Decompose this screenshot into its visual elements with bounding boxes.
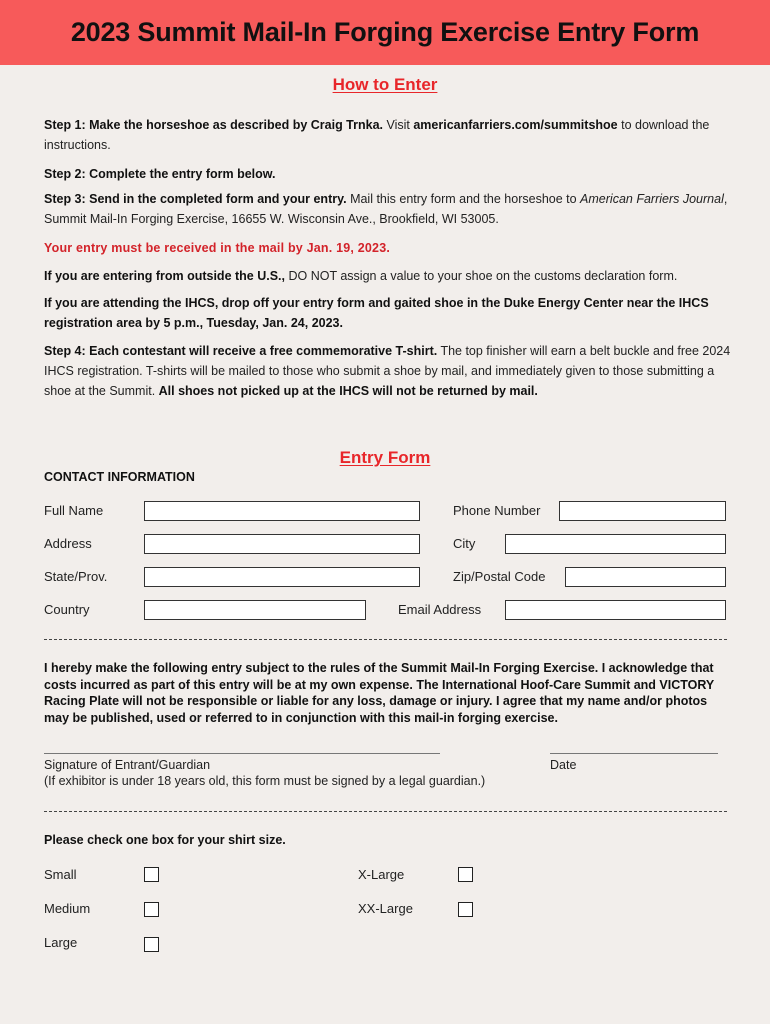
date-label: Date	[550, 758, 577, 772]
large-checkbox[interactable]	[144, 937, 159, 952]
phone-field[interactable]	[559, 501, 726, 521]
full-name-label: Full Name	[44, 503, 104, 518]
email-field[interactable]	[505, 600, 726, 620]
outside-us-title: If you are entering from outside the U.S.,	[44, 269, 286, 283]
divider	[44, 811, 727, 812]
step2-title: Step 2: Complete the entry form below.	[44, 167, 276, 181]
step4-title: Step 4: Each contestant will receive a free commemorative T-shirt.	[44, 344, 438, 358]
journal-name: American Farriers Journal	[580, 192, 724, 206]
xlarge-checkbox[interactable]	[458, 867, 473, 882]
deadline-paragraph	[44, 238, 734, 258]
small-checkbox[interactable]	[144, 867, 159, 882]
page-title: 2023 Summit Mail-In Forging Exercise Entry Form	[70, 17, 700, 47]
entry-form-heading: Entry Form	[339, 448, 431, 467]
signature-label: Signature of Entrant/Guardian	[44, 758, 211, 772]
step3-title: Step 3: Send in the completed form and your entry.	[44, 192, 347, 206]
step4-paragraph	[44, 341, 734, 401]
xxlarge-checkbox[interactable]	[458, 902, 473, 917]
address-field[interactable]	[144, 534, 420, 554]
step3-paragraph	[44, 189, 734, 229]
shirt-size-title: Please check one box for your shirt size.	[44, 833, 286, 847]
country-label: Country	[44, 602, 90, 617]
medium-label: Medium	[44, 901, 91, 916]
divider	[44, 639, 727, 640]
step3-address: , Summit Mail-In Forging Exercise, 16655 W. Wisconsin Ave., Brookfield, WI 53005.	[44, 192, 728, 226]
legal-agreement: I hereby make the following entry subject to the rules of the Summit Mail-In Forging Exercise. I acknowledge that costs incurred as part of this entry will be at my own expense. The International Hoof-Care Summit and VICTORY Racing Plate will not be responsible or liable for any loss, damage or injury. I agree that my name and/or photos may be published, used or referred to in conjunction with this mail-in forging exercise.	[44, 661, 715, 725]
city-label: City	[453, 536, 476, 551]
city-field[interactable]	[505, 534, 726, 554]
date-line[interactable]	[550, 753, 718, 754]
guardian-note: (If exhibitor is under 18 years old, this form must be signed by a legal guardian.)	[44, 774, 486, 788]
instructions-link[interactable]: americanfarriers.com/summitshoe	[413, 118, 618, 132]
email-label: Email Address	[398, 602, 482, 617]
how-to-enter-heading: How to Enter	[332, 75, 438, 94]
step4-text: The top finisher will earn a belt buckle and free 2024 IHCS registration. T-shirts will be mailed to those who submit a shoe by mail, and immediately given to those submitting a shoe at the Summit.	[44, 344, 731, 398]
step2-paragraph	[44, 164, 734, 184]
zip-field[interactable]	[565, 567, 726, 587]
phone-label: Phone Number	[453, 503, 541, 518]
xxlarge-label: XX-Large	[358, 901, 413, 916]
step3-text: Mail this entry form and the horseshoe to	[346, 192, 581, 206]
country-field[interactable]	[144, 600, 366, 620]
outside-us-paragraph	[44, 266, 734, 286]
state-field[interactable]	[144, 567, 420, 587]
step1-paragraph	[44, 115, 734, 155]
state-label: State/Prov.	[44, 569, 108, 584]
contact-info-title: CONTACT INFORMATION	[44, 470, 195, 484]
xlarge-label: X-Large	[358, 867, 405, 882]
address-label: Address	[44, 536, 92, 551]
step1-tail: to download the instructions.	[44, 118, 710, 152]
title-banner	[0, 0, 770, 65]
deadline-text: Your entry must be received in the mail by Jan. 19, 2023.	[44, 241, 391, 255]
large-label: Large	[44, 935, 78, 950]
ihcs-text: If you are attending the IHCS, drop off your entry form and gaited shoe in the Duke Energy Center near the IHCS registration area by 5 p.m., Tuesday, Jan. 24, 2023.	[44, 296, 709, 330]
outside-us-text: DO NOT assign a value to your shoe on the customs declaration form.	[285, 269, 678, 283]
step1-text: Visit	[383, 118, 414, 132]
ihcs-paragraph	[44, 293, 734, 333]
small-label: Small	[44, 867, 77, 882]
full-name-field[interactable]	[144, 501, 420, 521]
signature-line[interactable]	[44, 753, 440, 754]
medium-checkbox[interactable]	[144, 902, 159, 917]
step4-warning: All shoes not picked up at the IHCS will not be returned by mail.	[158, 384, 538, 398]
zip-label: Zip/Postal Code	[453, 569, 546, 584]
step1-title: Step 1: Make the horseshoe as described by Craig Trnka.	[44, 118, 384, 132]
